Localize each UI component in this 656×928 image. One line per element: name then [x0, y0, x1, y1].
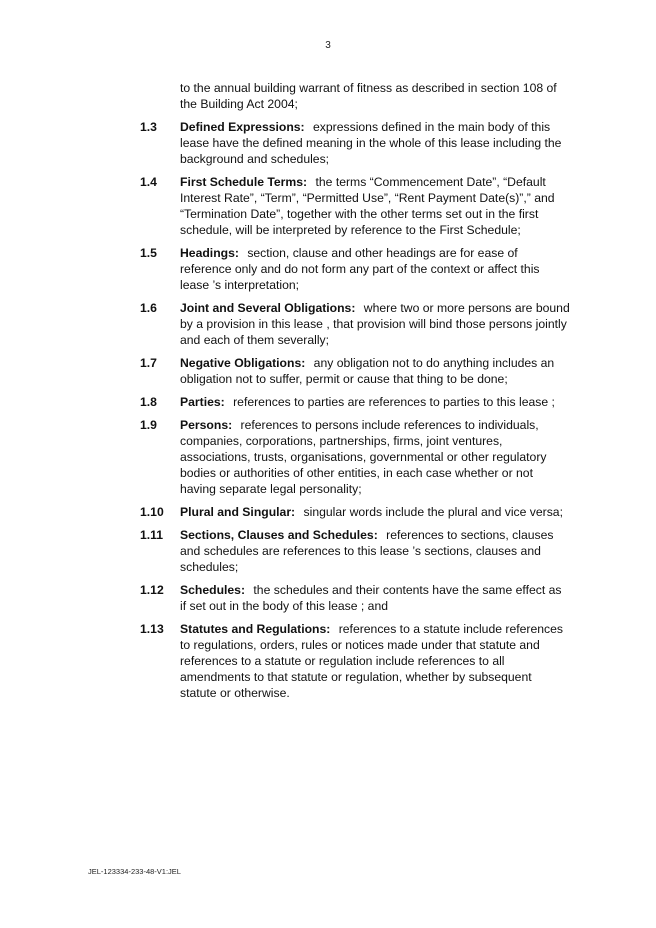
- clause-heading: First Schedule Terms:: [180, 175, 308, 189]
- clause-1-6: [140, 300, 570, 348]
- clause-number: 1.9: [140, 418, 157, 432]
- clause-1-3: [140, 119, 570, 167]
- clause-body: [180, 417, 570, 497]
- clause-body: [180, 621, 570, 701]
- clause-body: [180, 300, 570, 348]
- clause-1-10: [140, 504, 570, 520]
- clause-1-7: [140, 355, 570, 387]
- clause-heading: Schedules:: [180, 583, 246, 597]
- clause-body: [180, 504, 570, 520]
- clause-number: 1.10: [140, 505, 164, 519]
- continued-clause-text: to the annual building warrant of fitness as described in section 108 of the Building Act 2004;: [180, 81, 557, 111]
- clause-body: [180, 355, 570, 387]
- clause-text: any obligation not to do anything includes an obligation not to suffer, permit or cause that thing to be done;: [180, 356, 555, 386]
- clause-1-4: [140, 174, 570, 238]
- clause-text: references to persons include references to individuals, companies, corporations, partnerships, firms, joint ventures, associations, trusts, organisations, governmental or other regulatory bodies or authorities of other entities, in each case whether or not having separate legal personality;: [180, 418, 547, 496]
- clause-number: 1.8: [140, 395, 157, 409]
- clause-text: expressions defined in the main body of this lease have the defined meaning in the whole of this lease including the background and schedules;: [180, 120, 562, 166]
- clause-body: [180, 119, 570, 167]
- clause-number: 1.12: [140, 583, 164, 597]
- clause-heading: Defined Expressions:: [180, 120, 305, 134]
- clause-text: references to parties are references to parties to this lease ;: [233, 395, 555, 409]
- clause-1-8: [140, 394, 570, 410]
- clause-heading: Statutes and Regulations:: [180, 622, 331, 636]
- clause-text: the schedules and their contents have the same effect as if set out in the body of this lease ; and: [180, 583, 562, 613]
- clause-body: [180, 394, 570, 410]
- clause-text: the terms “Commencement Date”, “Default Interest Rate”, “Term”, “Permitted Use”, “Rent Payment Date(s)”,” and “Termination Date”, together with the other terms set out in the first schedule, will be interpreted by reference to the First Schedule;: [180, 175, 555, 237]
- clause-1-5: [140, 245, 570, 293]
- clause-number: 1.7: [140, 356, 157, 370]
- document-reference: JEL-123334-233-48-V1:JEL: [88, 867, 181, 876]
- clause-heading: Persons:: [180, 418, 233, 432]
- clause-text: section, clause and other headings are for ease of reference only and do not form any part of the context or affect this lease ’s interpretation;: [180, 246, 540, 292]
- clause-heading: Headings:: [180, 246, 239, 260]
- clause-number: 1.11: [140, 528, 164, 542]
- clause-1-13: [140, 621, 570, 701]
- clause-number: 1.13: [140, 622, 164, 636]
- clause-body: [180, 582, 570, 614]
- clause-1-9: [140, 417, 570, 497]
- clause-number: 1.6: [140, 301, 157, 315]
- clause-body: [180, 527, 570, 575]
- clause-heading: Negative Obligations:: [180, 356, 306, 370]
- clause-number: 1.5: [140, 246, 157, 260]
- clause-body: [180, 245, 570, 293]
- clause-heading: Sections, Clauses and Schedules:: [180, 528, 378, 542]
- clause-heading: Joint and Several Obligations:: [180, 301, 356, 315]
- clause-heading: Plural and Singular:: [180, 505, 296, 519]
- clause-text: where two or more persons are bound by a provision in this lease , that provision will bind those persons jointly and each of them severally;: [180, 301, 570, 347]
- clause-body: [180, 174, 570, 238]
- clause-text: references to a statute include references to regulations, orders, rules or notices made under that statute and references to a statute or regulation include references to all amendments to that statute or regulation, whether by subsequent statute or otherwise.: [180, 622, 563, 700]
- page-number: 3: [325, 40, 331, 51]
- clause-text: singular words include the plural and vice versa;: [303, 505, 563, 519]
- clause-text: references to sections, clauses and schedules are references to this lease ’s sections, clauses and schedules;: [180, 528, 554, 574]
- clause-1-12: [140, 582, 570, 614]
- clause-1-11: [140, 527, 570, 575]
- clause-heading: Parties:: [180, 395, 225, 409]
- clause-number: 1.4: [140, 175, 157, 189]
- lease-clauses: [140, 80, 570, 708]
- clause-number: 1.3: [140, 120, 157, 134]
